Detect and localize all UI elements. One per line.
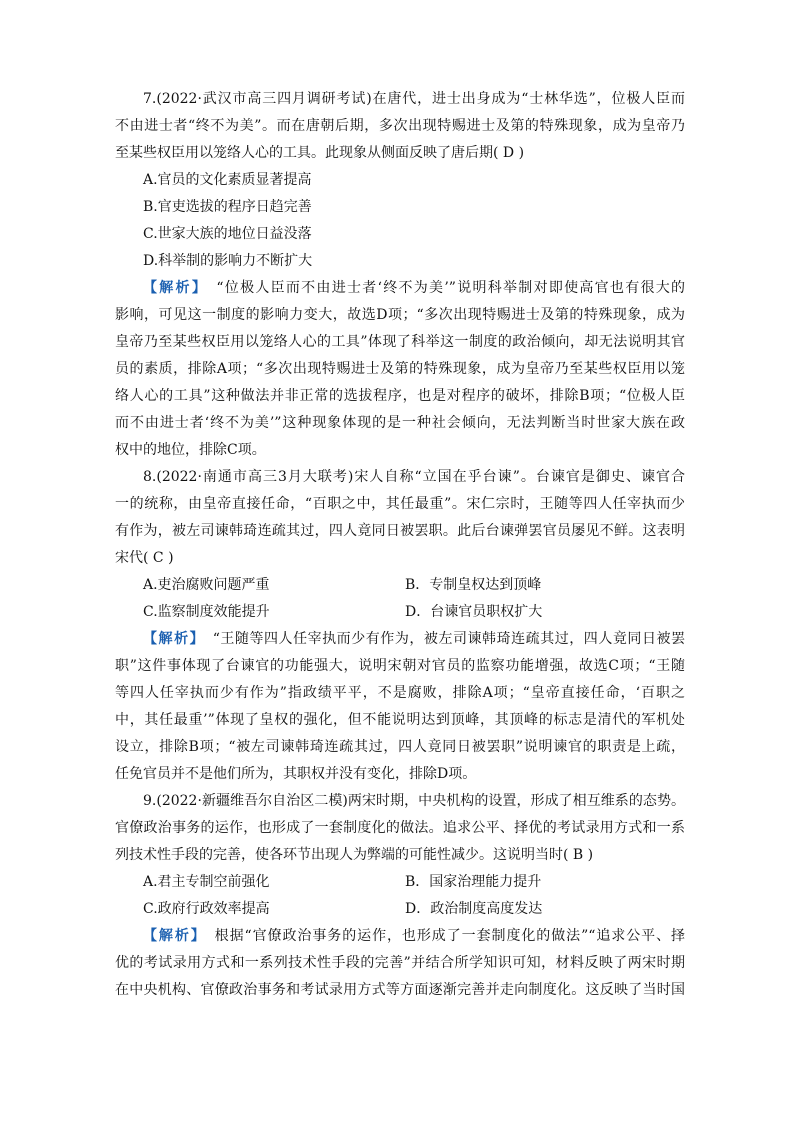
option-c: C.世家大族的地位日益没落 (143, 226, 312, 242)
analysis-line: 权中的地位，排除C项。 (115, 442, 266, 458)
option-c: C.监察制度效能提升 (143, 604, 270, 620)
question-stem-line: 不由进士者“终不为美”。而在唐朝后期，多次出现特赐进士及第的特殊现象，成为皇帝乃 (115, 118, 685, 134)
analysis-line: 而不由进士者‘终不为美’”这种现象体现的是一种社会倾向，无法判断当时世家大族在政 (115, 415, 685, 431)
option-d: D．政治制度高度发达 (405, 901, 543, 917)
analysis-line: 影响，可见这一制度的影响力变大，故选D项；“多次出现特赐进士及第的特殊现象，成为 (115, 307, 685, 323)
option-a: A.吏治腐败问题严重 (143, 577, 270, 593)
option-c: C.政府行政效率提高 (143, 901, 270, 917)
option-a: A.君主专制空前强化 (143, 874, 270, 890)
option-b: B．专制皇权达到顶峰 (405, 577, 542, 593)
question-stem-line: 一的统称，由皇帝直接任命，“百职之中，其任最重”。宋仁宗时，王随等四人任宰执而少 (115, 496, 685, 512)
option-a: A.官员的文化素质显著提高 (143, 172, 312, 188)
analysis-line-first (115, 626, 685, 653)
analysis-line: 等四人任宰执而少有作为”指政绩平平，不是腐败，排除A项；“皇帝直接任命，‘百职之 (115, 685, 685, 701)
question-9 (115, 788, 685, 1004)
analysis-line-first (115, 275, 685, 302)
option-row (115, 896, 685, 923)
option-b: B．国家治理能力提升 (405, 874, 542, 890)
analysis-line: 员的素质，排除A项；“多次出现特赐进士及第的特殊现象，成为皇帝乃至某些权臣用以笼 (115, 361, 685, 377)
analysis-text: 根据“官僚政治事务的运作，也形成了一套制度化的做法”“追求公平、择 (214, 928, 685, 944)
option-d: D．台谏官员职权扩大 (405, 604, 543, 620)
question-stem-line: 9.(2022·新疆维吾尔自治区二模)两宋时期，中央机构的设置，形成了相互维系的态势。 (143, 793, 685, 809)
question-7 (115, 86, 685, 464)
analysis-line: 络人心的工具”这种做法并非正常的选拔程序，也是对程序的破坏，排除B项；“位极人臣 (115, 388, 685, 404)
option-row (115, 599, 685, 626)
analysis-line-first (115, 923, 685, 950)
analysis-label: 【解析】 (143, 631, 199, 647)
analysis-line: 中，其任最重’”体现了皇权的强化，但不能说明达到顶峰，其顶峰的标志是清代的军机处 (115, 712, 685, 728)
analysis-line: 任免官员并不是他们所为，其职权并没有变化，排除D项。 (115, 766, 477, 782)
question-stem-line: 宋代( C ) (115, 550, 174, 566)
question-stem-line: 至某些权臣用以笼络人心的工具。此现象从侧面反映了唐后期( D ) (115, 145, 525, 161)
analysis-label: 【解析】 (143, 280, 202, 296)
option-row (115, 869, 685, 896)
option-b: B.官吏选拔的程序日趋完善 (143, 199, 312, 215)
analysis-line: 设立，排除B项；“被左司谏韩琦连疏其过，四人竟同日被罢职”说明谏官的职责是上疏， (115, 739, 685, 755)
analysis-line: 优的考试录用方式和一系列技术性手段的完善”并结合所学知识可知，材料反映了两宋时期 (115, 955, 685, 971)
question-stem-line: 7.(2022·武汉市高三四月调研考试)在唐代，进士出身成为“士林华选”，位极人臣而 (143, 91, 685, 107)
analysis-line: 在中央机构、官僚政治事务和考试录用方式等方面逐渐完善并走向制度化。这反映了当时国 (115, 982, 685, 998)
question-stem-line: 有作为，被左司谏韩琦连疏其过，四人竟同日被罢职。此后台谏弹罢官员屡见不鲜。这表明 (115, 523, 685, 539)
question-stem-line: 8.(2022·南通市高三3月大联考)宋人自称“立国在乎台谏”。台谏官是御史、谏官合 (143, 469, 685, 485)
document-content (115, 86, 685, 1004)
analysis-line: 职”这件事体现了台谏官的功能强大，说明宋朝对官员的监察功能增强，故选C项；“王随 (115, 658, 685, 674)
analysis-text: “王随等四人任宰执而少有作为，被左司谏韩琦连疏其过，四人竟同日被罢 (212, 631, 685, 647)
option-row (115, 572, 685, 599)
option-d: D.科举制的影响力不断扩大 (143, 253, 313, 269)
analysis-text: “位极人臣而不由进士者‘终不为美’”说明科举制对即使高官也有很大的 (216, 280, 685, 296)
question-stem-line: 官僚政治事务的运作，也形成了一套制度化的做法。追求公平、择优的考试录用方式和一系 (115, 820, 685, 836)
analysis-label: 【解析】 (143, 928, 200, 944)
analysis-line: 皇帝乃至某些权臣用以笼络人心的工具”体现了科举这一制度的政治倾向，却无法说明其官 (115, 334, 685, 350)
question-8 (115, 464, 685, 788)
question-stem-line: 列技术性手段的完善，使各环节出现人为弊端的可能性减少。这说明当时( B ) (115, 847, 594, 863)
